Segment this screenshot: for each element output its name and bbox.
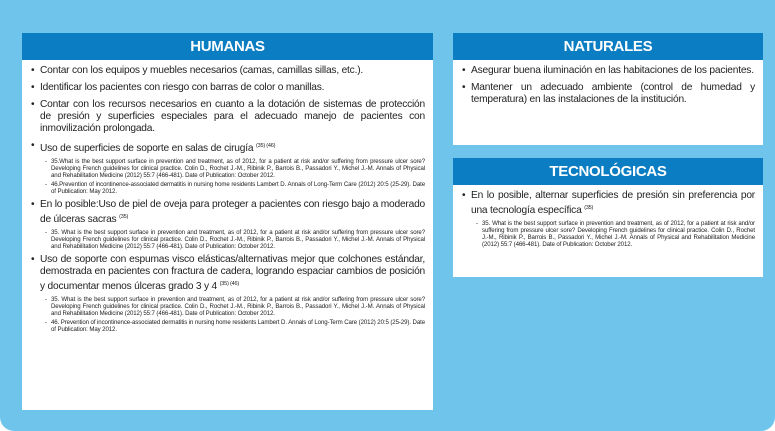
bullet-item bbox=[31, 82, 425, 94]
item-text: Uso de soporte con espumas visco elásticas/alternativas mejor que colchones estándar, demostrada en pacientes con fractura de cadera, logrando espaciar cambios de posición y documentar menos úlceras grado 3 y 4 bbox=[40, 254, 425, 292]
reference-text: 35. What is the best support surface in prevention and treatment, as of 2012, for a patient at risk and/or suffering from pressure ulcer sore? Developing French guidelines for clinical practice. Colin D., Rochet J.-M., Ribinik P., Barrois B., Passadori Y., Michel J.-M. Annals of Physical and Rehabilitation Medicine (2012) 55:7 (466-481). Date of Publication: October 2012. bbox=[51, 229, 425, 250]
reference-text: 35. What is the best support surface in prevention and treatment, as of 2012, for a patient at risk and/or suffering from pressure ulcer sore? Developing French guidelines for clinical practice. Colin D., Rochet J.-M., Ribinik P., Barrois B., Passadori Y., Michel J.-M. Annals of Physical and Rehabilitation Medicine (2012) 55:7 (466-481). Date of Publication: October 2012. bbox=[51, 296, 425, 317]
reference: - 35. What is the best support surface in prevention and treatment, as of 2012, for a patient at risk and/or suffering from pressure ulcer sore? Developing French guidelines for clinical practice. Colin D., Rochet J.-M., Ribinik P., Barrois B., Passadori Y., Michel J.-M. Annals of Physical and Rehabilitation Medicine (2012) 55:7 (466-481). Date of Publication: October 2012. bbox=[476, 220, 755, 248]
bullet-icon: • bbox=[31, 65, 35, 76]
panel-title: HUMANAS bbox=[22, 33, 433, 60]
bullet-item bbox=[31, 254, 425, 293]
citation-superscript: (35) (46) bbox=[255, 143, 276, 149]
citation-superscript: (35) bbox=[584, 205, 594, 211]
item-text: En lo posible:Uso de piel de oveja para proteger a pacientes con riesgo bajo a moderado de úlceras sacras bbox=[40, 199, 425, 225]
reference-text: 46. Prevention of incontinence-associated dermatitis in nursing home residents Lambert D. Annals of Long-Term Care (2012) 20:5 (25-29). Date of Publication: May 2012. bbox=[51, 319, 425, 333]
panel-title: TECNOLÓGICAS bbox=[453, 158, 763, 185]
item-text: Mantener un adecuado ambiente (control de humedad y temperatura) en las instalaciones de la institución. bbox=[471, 82, 755, 105]
bullet-item bbox=[462, 82, 755, 106]
item-text: Contar con los recursos necesarios en cuanto a la dotación de sistemas de protección de presión y superficies especiales para el adecuado manejo de pacientes con inmovilización prolongada. bbox=[40, 99, 425, 134]
item-text: Identificar los pacientes con riesgo con barras de color o manillas. bbox=[40, 82, 325, 93]
bullet-item bbox=[462, 65, 755, 77]
bullet-icon: • bbox=[462, 82, 466, 93]
reference: - 46.Prevention of incontinence-associated dermatitis in nursing home residents Lambert D. Annals of Long-Term Care (2012) 20:5 (25-29). Date of Publication: May 2012. bbox=[45, 181, 425, 195]
item-text: Asegurar buena iluminación en las habitaciones de los pacientes. bbox=[471, 65, 754, 76]
bullet-icon: • bbox=[31, 254, 35, 265]
reference: - 35. What is the best support surface in prevention and treatment, as of 2012, for a patient at risk and/or suffering from pressure ulcer sore? Developing French guidelines for clinical practice. Colin D., Rochet J.-M., Ribinik P., Barrois B., Passadori Y., Michel J.-M. Annals of Physical and Rehabilitation Medicine (2012) 55:7 (466-481). Date of Publication: October 2012. bbox=[45, 296, 425, 317]
item-text: Uso de superficies de soporte en salas de cirugía bbox=[40, 143, 254, 154]
reference-text: 35.What is the best support surface in prevention and treatment, as of 2012, for a patient at risk and/or suffering from pressure ulcer sore? Developing French guidelines for clinical practice. Colin D., Rochet J.-M., Ribinik P., Barrois B., Passadori Y., Michel J.-M. Annals of Physical and Rehabilitation Medicine (2012) 55:7 (466-481). Date of Publication: October 2012. bbox=[51, 158, 425, 179]
bullet-icon: • bbox=[31, 82, 35, 93]
reference: - 46. Prevention of incontinence-associated dermatitis in nursing home residents Lambert D. Annals of Long-Term Care (2012) 20:5 (25-29). Date of Publication: May 2012. bbox=[45, 319, 425, 333]
panel-humanas bbox=[22, 33, 433, 410]
bullet-item bbox=[31, 199, 425, 226]
bullet-icon: • bbox=[462, 65, 466, 76]
citation-superscript: (35) bbox=[119, 214, 129, 220]
reference: - 35. What is the best support surface in prevention and treatment, as of 2012, for a patient at risk and/or suffering from pressure ulcer sore? Developing French guidelines for clinical practice. Colin D., Rochet J.-M., Ribinik P., Barrois B., Passadori Y., Michel J.-M. Annals of Physical and Rehabilitation Medicine (2012) 55:7 (466-481). Date of Publication: October 2012. bbox=[45, 229, 425, 250]
item-text: Contar con los equipos y muebles necesarios (camas, camillas sillas, etc.). bbox=[40, 65, 364, 76]
bullet-item bbox=[31, 140, 425, 155]
reference-text: 35. What is the best support surface in prevention and treatment, as of 2012, for a patient at risk and/or suffering from pressure ulcer sore? Developing French guidelines for clinical practice. Colin D., Rochet J.-M., Ribinik P., Barrois B., Passadori Y., Michel J.-M. Annals of Physical and Rehabilitation Medicine (2012) 55:7 (466-481). Date of Publication: October 2012. bbox=[482, 220, 755, 248]
panel-title: NATURALES bbox=[453, 33, 763, 60]
bullet-icon: • bbox=[31, 140, 35, 151]
bullet-icon: • bbox=[31, 199, 35, 210]
citation-superscript: (35) (46) bbox=[219, 281, 239, 287]
item-text: En lo posible, alternar superficies de presión sin preferencia por una tecnología específica bbox=[471, 190, 755, 216]
panel-tecnologicas bbox=[453, 158, 763, 277]
reference: - 35.What is the best support surface in prevention and treatment, as of 2012, for a patient at risk and/or suffering from pressure ulcer sore? Developing French guidelines for clinical practice. Colin D., Rochet J.-M., Ribinik P., Barrois B., Passadori Y., Michel J.-M. Annals of Physical and Rehabilitation Medicine (2012) 55:7 (466-481). Date of Publication: October 2012. bbox=[45, 158, 425, 179]
bullet-item bbox=[31, 65, 425, 77]
bullet-item bbox=[31, 99, 425, 135]
bullet-item bbox=[462, 190, 755, 217]
bullet-icon: • bbox=[462, 190, 466, 201]
panel-naturales bbox=[453, 33, 763, 145]
reference-text: 46.Prevention of incontinence-associated dermatitis in nursing home residents Lambert D. Annals of Long-Term Care (2012) 20:5 (25-29). Date of Publication: May 2012. bbox=[51, 181, 425, 195]
bullet-icon: • bbox=[31, 99, 35, 110]
